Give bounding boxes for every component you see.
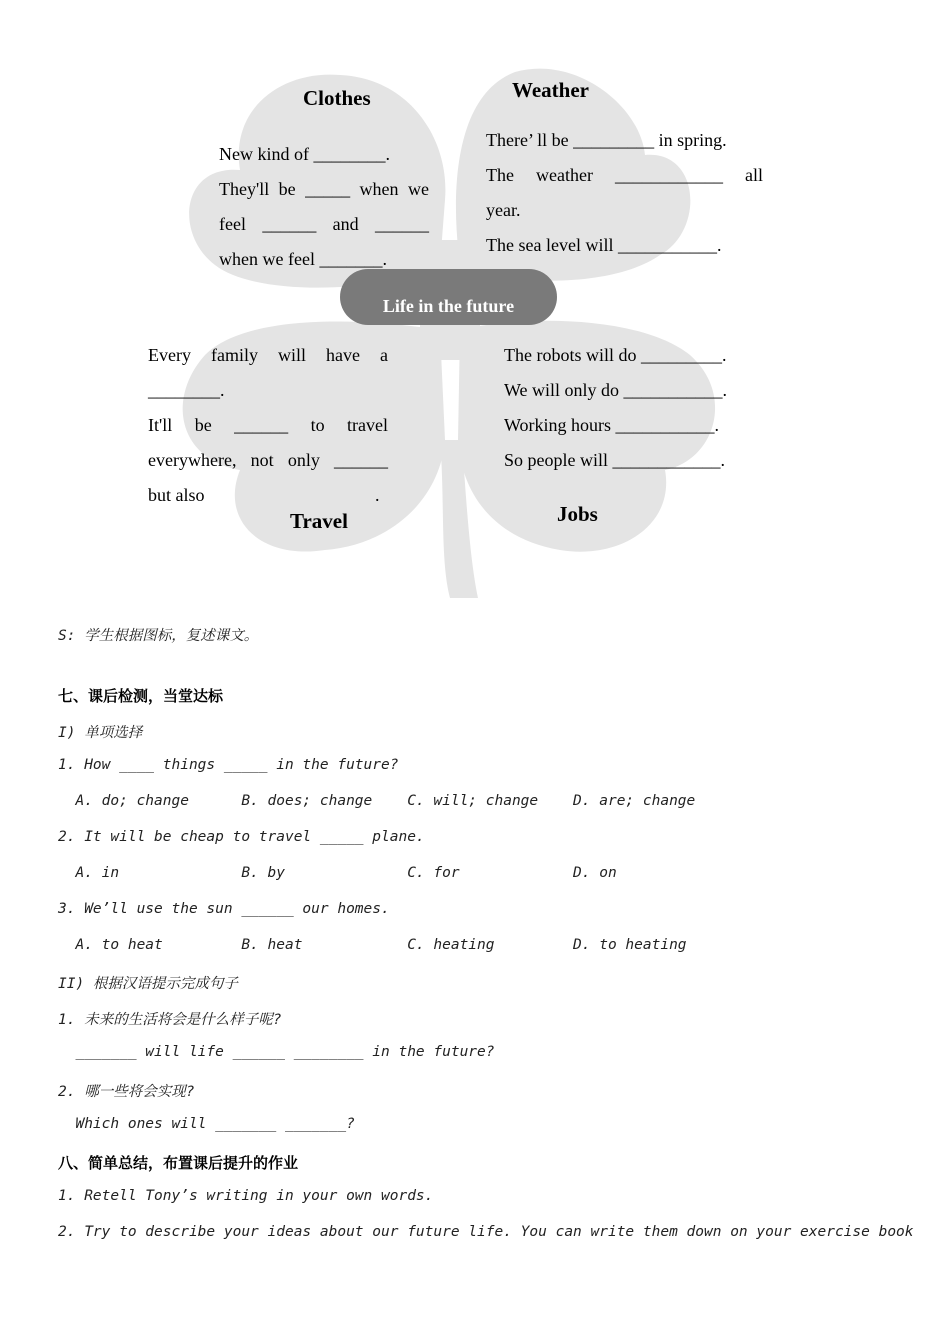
weather-line-2: The weather ____________ all [486, 165, 763, 185]
travel-line-1: Every family will have a [148, 345, 388, 365]
clothes-line-1: New kind of ________. [219, 144, 390, 164]
jobs-line-1: The robots will do _________. [504, 345, 727, 365]
completion-2-answer: Which ones will _______ _______? [58, 1116, 355, 1132]
jobs-line-4: So people will ____________. [504, 450, 725, 470]
completion-1-answer: _______ will life ______ ________ in the future? [58, 1044, 495, 1060]
clothes-line-3: feel ______ and ______ [219, 214, 429, 234]
homework-2: 2. Try to describe your ideas about our future life. You can write them down on your exercise book [58, 1224, 914, 1240]
jobs-line-2: We will only do ___________. [504, 380, 728, 400]
completion-1-prompt: 1. 未来的生活将会是什么样子呢? [58, 1012, 282, 1028]
jobs-title: Jobs [557, 502, 598, 526]
clothes-title: Clothes [303, 86, 371, 110]
weather-title: Weather [512, 78, 589, 102]
weather-line-3: year. [486, 200, 521, 220]
section-8-heading: 八、简单总结，布置课后提升的作业 [58, 1154, 299, 1172]
section-7-heading: 七、课后检测，当堂达标 [58, 687, 224, 705]
question-1: 1. How ____ things _____ in the future? [58, 757, 399, 773]
weather-line-4: The sea level will ___________. [486, 235, 722, 255]
question-2-options: A. in B. by C. for D. on [58, 865, 617, 881]
completion-2-prompt: 2. 哪一些将会实现? [58, 1084, 195, 1100]
weather-line-1: There’ ll be _________ in spring. [486, 130, 727, 150]
question-3-options: A. to heat B. heat C. heating D. to heating [58, 937, 687, 953]
clothes-line-4: when we feel _______. [219, 249, 387, 269]
clothes-line-2: They'll be _____ when we [219, 179, 429, 199]
question-2: 2. It will be cheap to travel _____ plane. [58, 829, 425, 845]
homework-1: 1. Retell Tony’s writing in your own words. [58, 1188, 434, 1204]
student-note: S: 学生根据图标，复述课文。 [58, 628, 259, 644]
travel-line-5: but also [148, 485, 205, 505]
question-1-options: A. do; change B. does; change C. will; change D. are; change [58, 793, 696, 809]
travel-line-5-end: . [375, 485, 380, 505]
travel-title: Travel [290, 509, 348, 533]
part-1-heading: I) 单项选择 [58, 725, 143, 741]
travel-line-2: ________. [148, 380, 225, 400]
travel-line-3: It'll be ______ to travel [148, 415, 388, 435]
question-3: 3. We’ll use the sun ______ our homes. [58, 901, 390, 917]
travel-line-4: everywhere, not only ______ [148, 450, 388, 470]
part-2-heading: II) 根据汉语提示完成句子 [58, 976, 238, 992]
jobs-line-3: Working hours ___________. [504, 415, 720, 435]
center-label: Life in the future [382, 296, 515, 316]
